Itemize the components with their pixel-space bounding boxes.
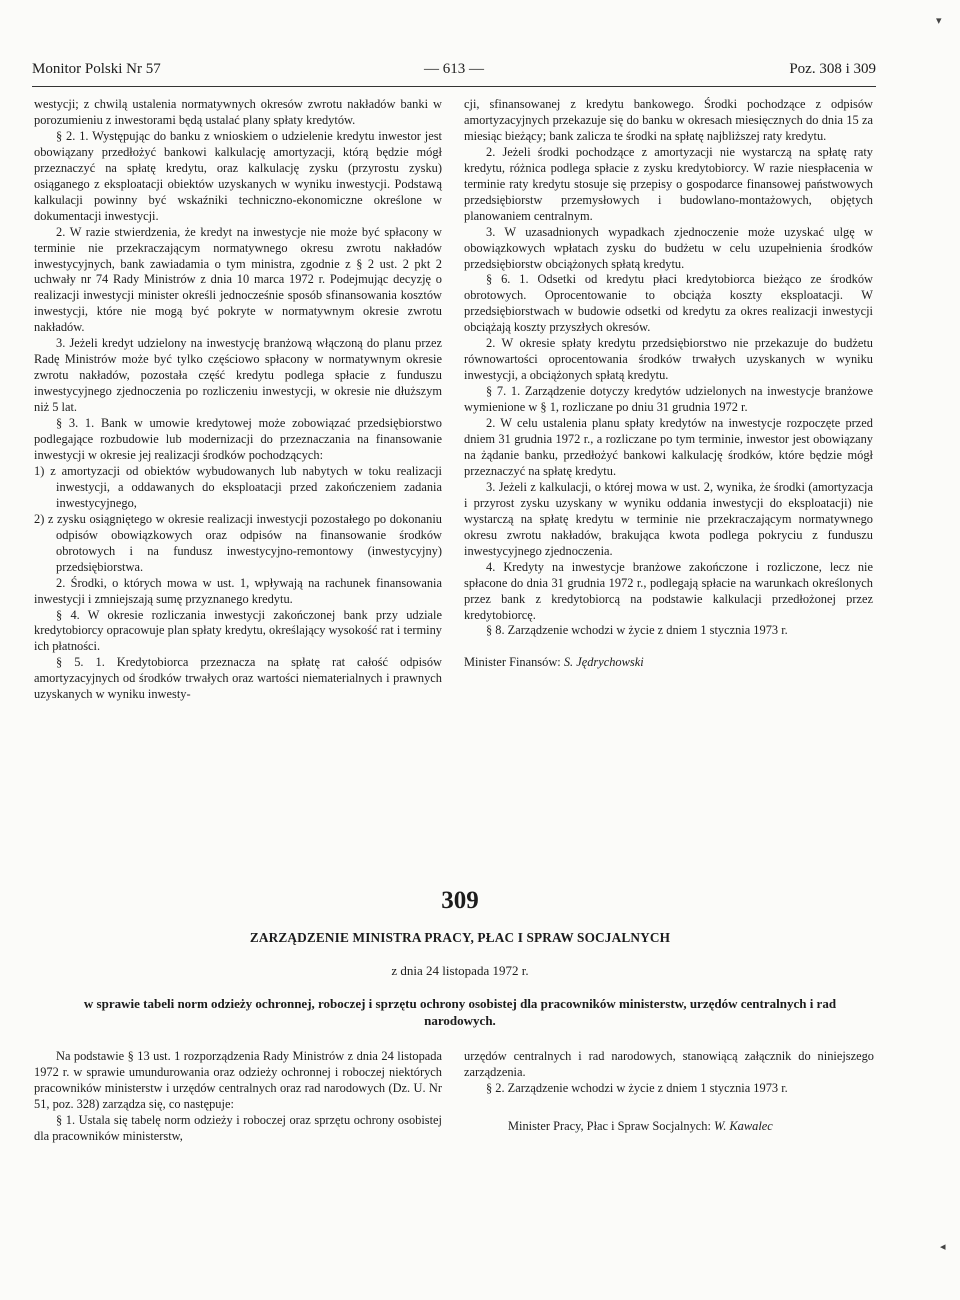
paragraph: § 2. Zarządzenie wchodzi w życie z dniem 1 stycznia 1973 r.	[486, 1080, 788, 1095]
paragraph: urzędów centralnych i rad narodowych, stanowiącą załącznik do niniejszego zarządzenia.	[464, 1049, 874, 1079]
edge-mark-icon: ◂	[940, 1241, 946, 1253]
paragraph: 2. W okresie spłaty kredytu przedsiębiorstwo nie przekazuje do budżetu równowartości oprocentowania środków trwałych uzyskanych w wyniku inwestycji, a obciążonych spłatą kredytu.	[464, 336, 873, 383]
paragraph: 2. Jeżeli środki pochodzące z amortyzacji nie wystarczą na spłatę raty kredytu, różnica podlega spłacie z zysku kredytobiorcy. W razie niespłacenia w terminie raty kredytu stosuje się przepisy o gospodarce finansowej państwowych przedsiębiorstw przemysłowych i budowlano-montażowych, objętych planowaniem centralnym.	[464, 144, 873, 223]
signature-labour-minister: Minister Pracy, Płac i Spraw Socjalnych: W. Kawalec	[508, 1118, 773, 1133]
paragraph: 2. Środki, o których mowa w ust. 1, wpływają na rachunek finansowania inwestycji i zmniejszają sumę przyznanego kredytu.	[34, 575, 442, 606]
page-number: — 613 —	[424, 61, 484, 77]
signature-name: W. Kawalec	[714, 1118, 773, 1133]
paragraph: § 3. 1. Bank w umowie kredytowej może zobowiązać przedsiębiorstwo podlegające rozbudowie lub modernizacji do przeznaczania na finansowanie inwestycji w okresie jej realizacji środków pochodzących:	[34, 416, 442, 462]
paragraph: § 2. 1. Występując do banku z wnioskiem o udzielenie kredytu inwestor jest obowiązany przedłożyć bankowi kalkulację amortyzacji, którą będzie mógł przeznaczyć na spłatę kredytu, oraz kalkulację zysku (przyrostu zysku) osiąganego z eksploatacji obiektów uzyskanych w wyniku inwestycji. Podstawą kalkulacji powinny być wskaźniki techniczno-ekonomiczne określone w dokumentacji inwestycji.	[34, 128, 442, 223]
paragraph: 3. Jeżeli kredyt udzielony na inwestycję branżową włączoną do planu przez Radę Ministrów może być tylko częściowo spłacony w normatywnym okresie zwrotu nakładów, pozostała część kredytu podlega spłacie z funduszu inwestycyjnego zjednoczenia po rozliczeniu inwestycji, w okresie nie dłuższym niż 5 lat.	[34, 336, 442, 415]
signature-name: S. Jędrychowski	[563, 655, 644, 670]
paragraph: § 6. 1. Odsetki od kredytu płaci kredytobiorca bieżąco ze środków obrotowych. Oprocentowanie to obciąża koszty eksploatacji. W przedsiębiorstwach w budowie odsetki od kredytu za okres realizacji inwestycji obciążają koszty przyszłych okresów.	[464, 272, 873, 335]
header-rule	[32, 86, 876, 87]
paragraph: 2. W celu ustalenia planu spłaty kredytów na inwestycje rozpoczęte przed dniem 31 grudnia 1972 r., a rozliczane po tym terminie, inwestor jest obowiązany na żądanie banku, przedłożyć bankowi kalkulację środków, które będzie mógł przeznaczyć na spłatę kredytu.	[464, 416, 873, 478]
right-column-2	[464, 1049, 874, 1135]
left-column	[34, 97, 442, 703]
act-title: ZARZĄDZENIE MINISTRA PRACY, PŁAC I SPRAW SOCJALNYCH	[249, 930, 671, 945]
paragraph: § 1. Ustala się tabelę norm odzieży i roboczej oraz sprzętu ochrony osobistej dla pracowników ministerstw,	[34, 1112, 442, 1143]
right-column-2-body	[464, 1049, 874, 1097]
paragraph: § 5. 1. Kredytobiorca przeznacza na spłatę rat całość odpisów amortyzacyjnych od środków trwałych oraz wartości niematerialnych i prawnych uzyskanych w wyniku inwesty-	[34, 655, 442, 702]
paragraph: 1) z amortyzacji od obiektów wybudowanych lub nabytych w toku realizacji inwestycji, a oddawanych do eksploatacji przed zakończeniem zadania inwestycyjnego,	[34, 463, 442, 510]
act-subject: w sprawie tabeli norm odzieży ochronnej, roboczej i sprzętu ochrony osobistej dla pracowników ministerstw, urzędów centralnych i rad narodowych.	[83, 996, 837, 1028]
signature-finance-minister: Minister Finansów: S. Jędrychowski	[464, 655, 644, 670]
paragraph: 2. W razie stwierdzenia, że kredyt na inwestycje nie może być spłacony w terminie nie przekraczającym normatywnego okresu zwrotu nakładów inwestycyjnych, bank zawiadamia o tym ministra, zgodnie z § 2 ust. 2 pkt 2 uchwały nr 74 Rady Ministrów z dnia 10 marca 1972 r. Podejmując decyzję o realizacji inwestycji minister określi jednocześnie sposób sfinansowania kosztów inwestycji, które nie mogą być pokryte w normatywnym okresie zwrotu nakładów.	[34, 224, 442, 335]
journal-title: Monitor Polski Nr 57	[32, 61, 161, 77]
left-column-2	[34, 1049, 442, 1145]
position-number: Poz. 308 i 309	[789, 61, 876, 77]
paragraph: § 4. W okresie rozliczania inwestycji zakończonej bank przy udziale kredytobiorcy opracowuje plan spłaty kredytu, określający wysokość rat i terminy ich płatności.	[34, 607, 442, 654]
paragraph: Na podstawie § 13 ust. 1 rozporządzenia Rady Ministrów z dnia 24 listopada 1972 r. w sprawie umundurowania oraz odzieży ochronnej i roboczej niektórych pracowników ministerstw i urzędów centralnych oraz rad narodowych (Dz. U. Nr 51, poz. 328) zarządza się, co następuje:	[34, 1049, 442, 1111]
right-column-body	[464, 97, 873, 639]
right-column	[464, 97, 873, 671]
paragraph: westycji; z chwilą ustalenia normatywnych okresów zwrotu nakładów banki w porozumieniu z inwestorami będą ustalać plany spłaty kredytów.	[34, 97, 442, 127]
corner-mark-icon: ▾	[936, 15, 942, 27]
paragraph: cji, sfinansowanej z kredytu bankowego. Środki pochodzące z odpisów amortyzacyjnych przekazuje się do banku w okresach miesięcznych do dnia 15 za miesiąc bieżący; bank zalicza te środki na spłatę najbliższej raty kredytu.	[464, 97, 873, 143]
act-number: 309	[441, 887, 479, 914]
paragraph: 4. Kredyty na inwestycje branżowe zakończone i rozliczone, lecz nie spłacone do dnia 31 grudnia 1972 r., podlegają spłacie na warunkach określonych przez bank z kredytobiorcą na podstawie kalkulacji przedłożonej przez kredytobiorcę.	[464, 559, 873, 622]
paragraph: § 8. Zarządzenie wchodzi w życie z dniem 1 stycznia 1973 r.	[486, 623, 788, 638]
act-date: z dnia 24 listopada 1972 r.	[391, 963, 529, 978]
paragraph: § 7. 1. Zarządzenie dotyczy kredytów udzielonych na inwestycje branżowe wymienione w § 1, rozliczane po dniu 31 grudnia 1972 r.	[464, 384, 873, 415]
paragraph: 3. Jeżeli z kalkulacji, o której mowa w ust. 2, wynika, że środki (amortyzacja i przyrost zysku uzyskany w wyniku oddania inwestycji do eksploatacji) nie wystarczą na spłatę kredytu w terminie nie przekraczającym normatywnego okresu zwrotu nakładów, brakująca kwota podlega pokryciu z funduszu inwestycyjnego zjednoczenia.	[464, 479, 873, 558]
paragraph: 2) z zysku osiągniętego w okresie realizacji inwestycji pozostałego po dokonaniu odpisów obowiązkowych oraz odpisów na finansowanie środków obrotowych i na fundusz inwestycyjno-remontowy (inwestycyjny) przedsiębiorstwa.	[34, 511, 442, 574]
paragraph: 3. W uzasadnionych wypadkach zjednoczenie może uzyskać ulgę w obowiązkowych wpłatach zysku do budżetu w celu uzupełnienia środków przedsiębiorstw obciążonych spłatą kredytu.	[464, 224, 873, 271]
